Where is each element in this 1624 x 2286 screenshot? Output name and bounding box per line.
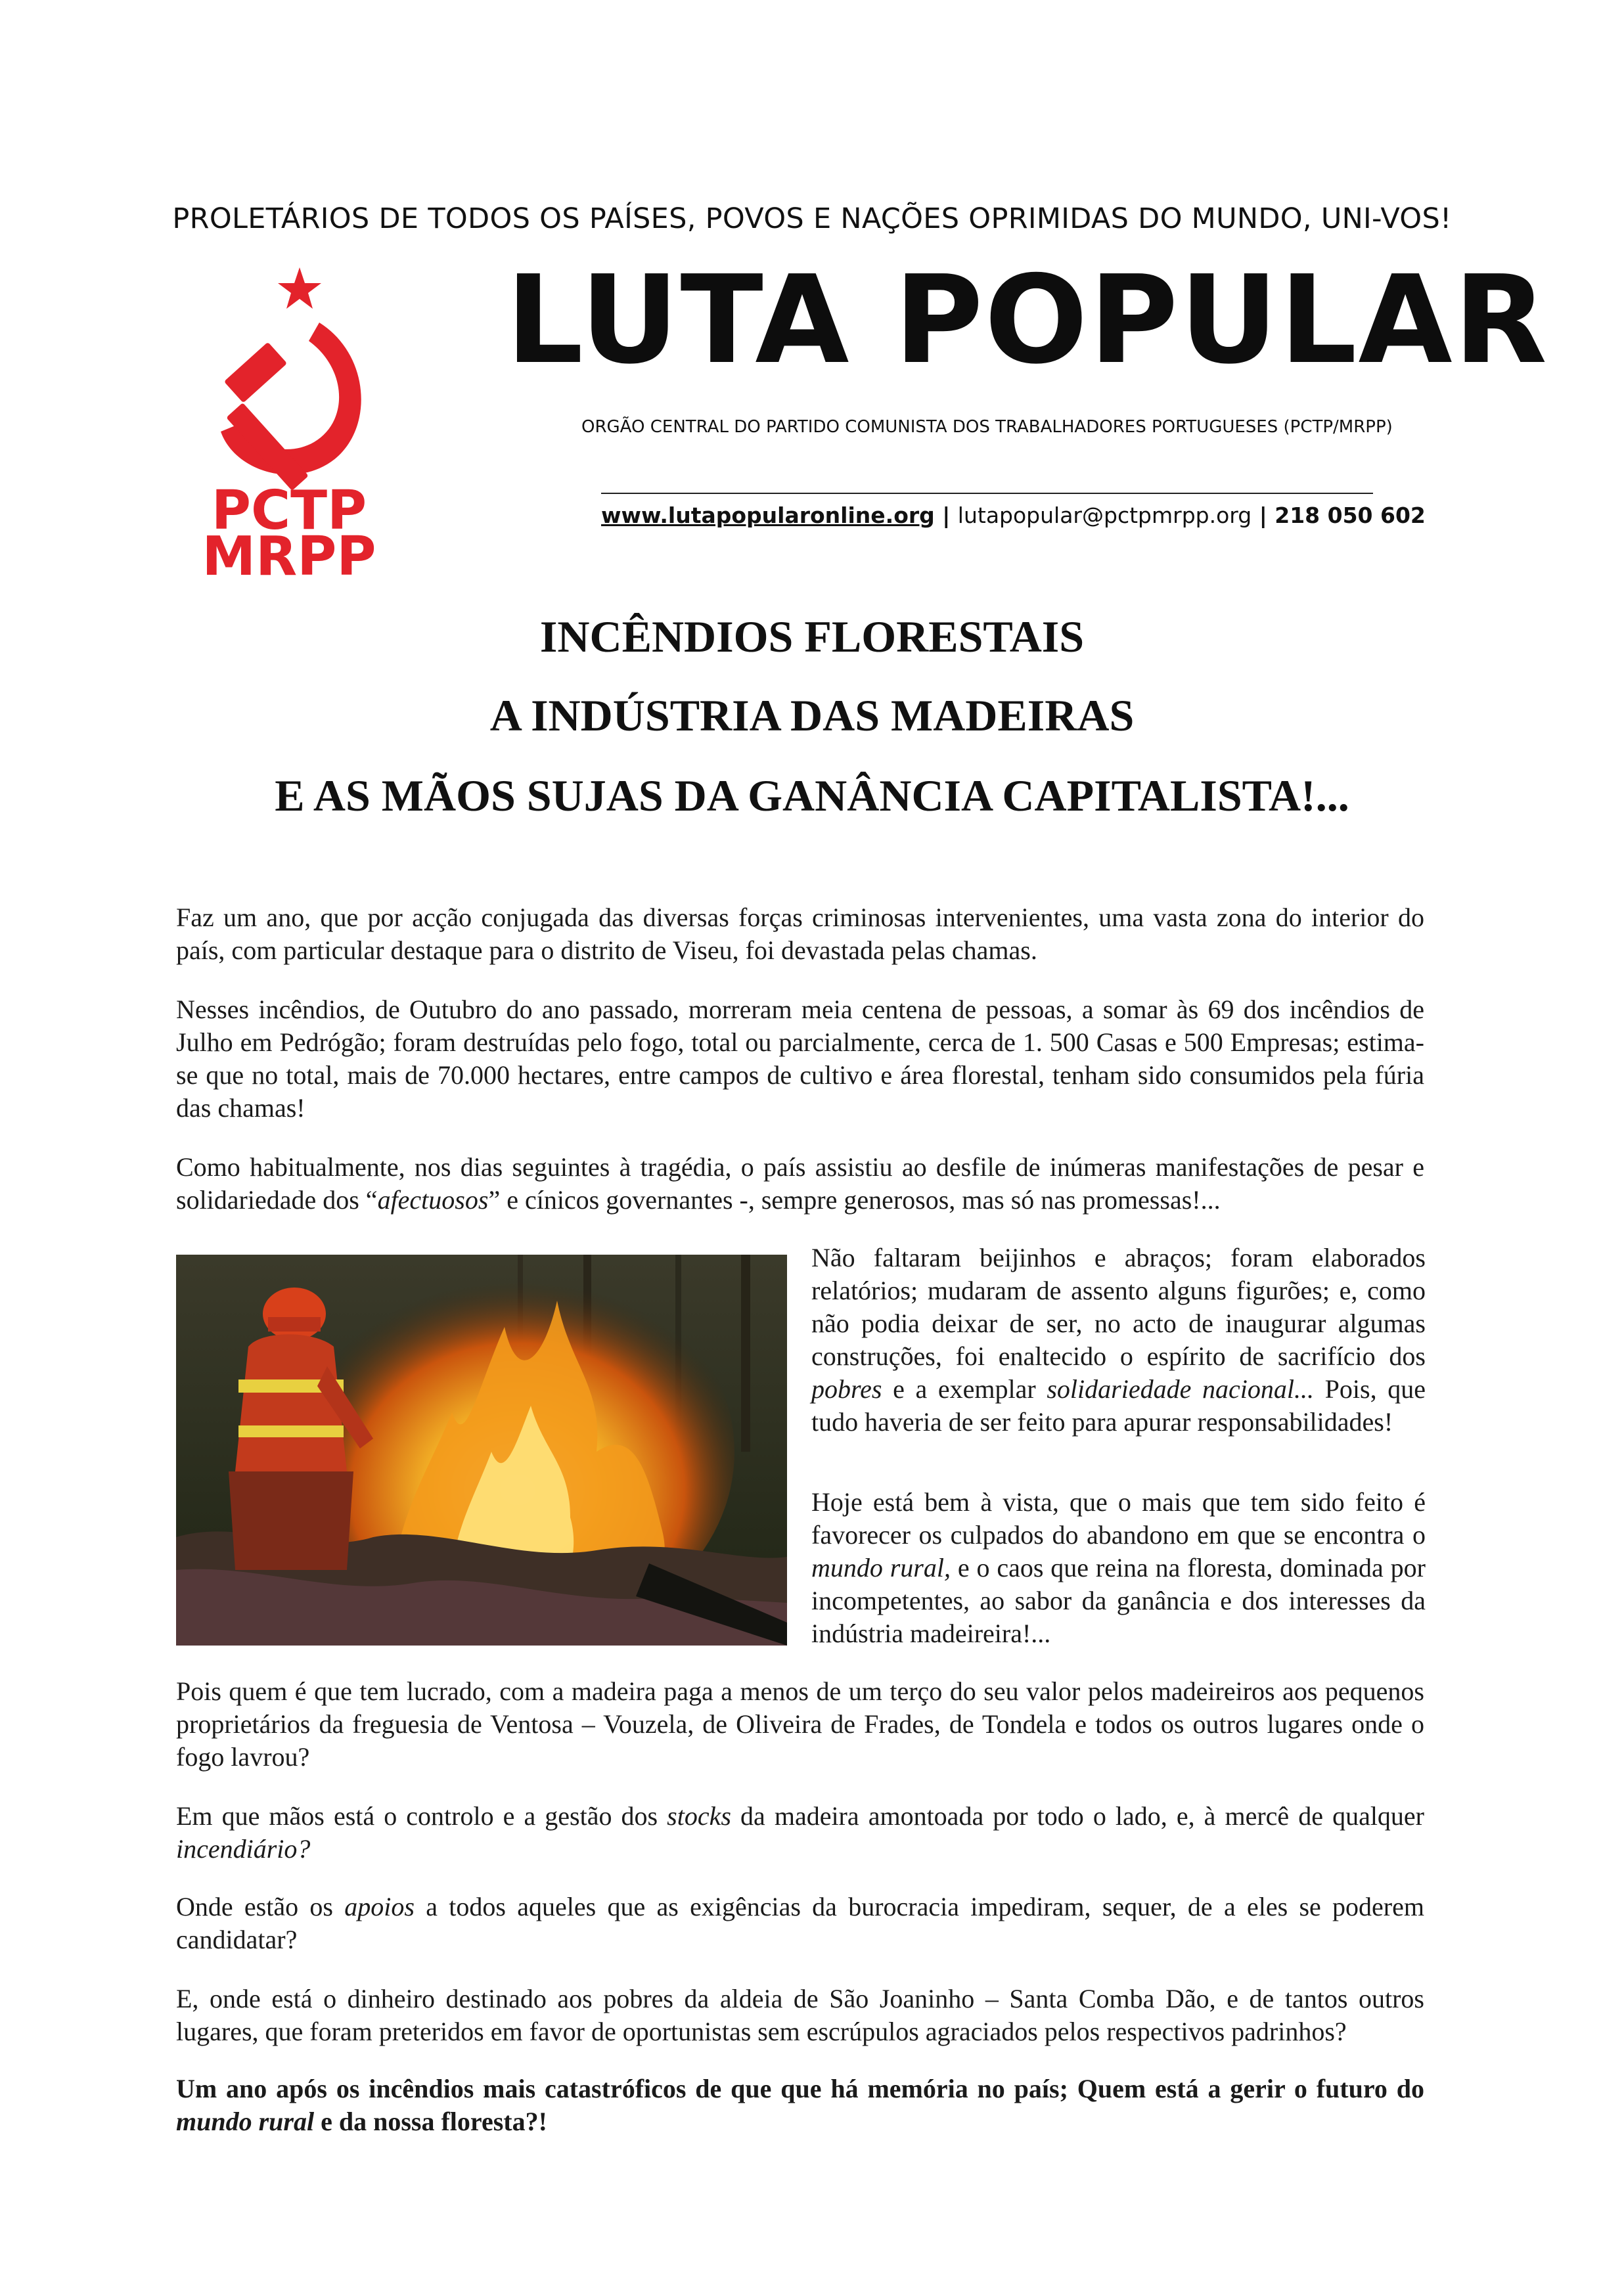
headline-line-2: A INDÚSTRIA DAS MADEIRAS [489,690,1135,740]
contact-separator: | [1252,503,1275,528]
header-divider [601,493,1373,494]
article-paragraph-6: Pois quem é que tem lucrado, com a madeira paga a menos de um terço do seu valor pelos madeireiros aos pequenos proprietários da freguesia de Ventosa – Vouzela, de Oliveira de Frades, de Tondela e todos os outros lugares onde o fogo lavrou? [176,1676,1424,1772]
article-paragraph-7: Em que mãos está o controlo e a gestão dos stocks da madeira amontoada por todo o lado, e, à mercê de qualquer incendiário? [176,1801,1425,1864]
article-paragraph-8: Onde estão os apoios a todos aqueles que as exigências da burocracia impediram, sequer, de a eles se poderem candidatar? [176,1892,1424,1954]
article-paragraph-5: Hoje está bem à vista, que o mais que tem sido feito é favorecer os culpados do abandono em que se encontra o mundo rural, e o caos que reina na floresta, dominada por incompetentes, ao sabor da ganância e dos interesses da indústria madeireira!... [811,1487,1426,1648]
article-paragraph-10: Um ano após os incêndios mais catastróficos de que que há memória no país; Quem está a gerir o futuro do mundo rural e da nossa floresta?! [176,2074,1424,2136]
logo-text-mrpp: MRPP [202,526,376,581]
headline-line-3: E AS MÃOS SUJAS DA GANÂNCIA CAPITALISTA!... [275,771,1349,820]
headline-line-1: INCÊNDIOS FLORESTAIS [539,612,1085,661]
slogan: PROLETÁRIOS DE TODOS OS PAÍSES, POVOS E NAÇÕES OPRIMIDAS DO MUNDO, UNI-VOS! [172,202,1452,235]
article-paragraph-4: Não faltaram beijinhos e abraços; foram elaborados relatórios; mudaram de assento alguns figurões; e, como não podia deixar de ser, no acto de inaugurar algumas construções, foi enaltecido o espírito de sacrifício dos pobres e a exemplar solidariedade nacional... Pois, que tudo haveria de ser feito para apurar responsabilidades! [811,1243,1426,1437]
newspaper-subtitle: ORGÃO CENTRAL DO PARTIDO COMUNISTA DOS TRABALHADORES PORTUGUESES (PCTP/MRPP) [581,417,1393,437]
party-logo [184,259,394,581]
article-paragraph-2: Nesses incêndios, de Outubro do ano passado, morreram meia centena de pessoas, a somar às 69 dos incêndios de Julho em Pedrógão; foram destruídas pelo fogo, total ou parcialmente, cerca de 1. 500 Casas e 500 Empresas; estima-se que no total, mais de 70.000 hectares, entre campos de cultivo e área florestal, tenham sido consumidos pela fúria das chamas! [176,995,1424,1123]
hammer-sickle-star-icon [184,259,394,581]
contact-line [601,503,1426,528]
phone-number: 218 050 602 [1274,503,1426,528]
newspaper-title: LUTA POPULAR [506,249,1549,391]
wildfire-image [176,1255,787,1646]
logo-text-pctp: PCTP [211,480,367,542]
website-link[interactable]: www.lutapopularonline.org [601,503,935,528]
firefighter-photo [176,1255,787,1646]
article-paragraph-1: Faz um ano, que por acção conjugada das diversas forças criminosas intervenientes, uma vasta zona do interior do país, com particular destaque para o distrito de Viseu, foi devastada pelas chamas. [176,903,1424,965]
article-paragraph-3: Como habitualmente, nos dias seguintes à tragédia, o país assistiu ao desfile de inúmeras manifestações de pesar e solidariedade dos “afectuosos” e cínicos governantes -, sempre generosos, mas só nas promessas!... [176,1152,1424,1215]
contact-separator: | [934,503,958,528]
article-paragraph-9: E, onde está o dinheiro destinado aos pobres da aldeia de São Joaninho – Santa Comba Dão, e de tantos outros lugares, que foram preteridos em favor de oportunistas sem escrúpulos agraciados pelos respectivos padrinhos? [176,1984,1424,2046]
email-link[interactable]: lutapopular@pctpmrpp.org [957,503,1252,528]
